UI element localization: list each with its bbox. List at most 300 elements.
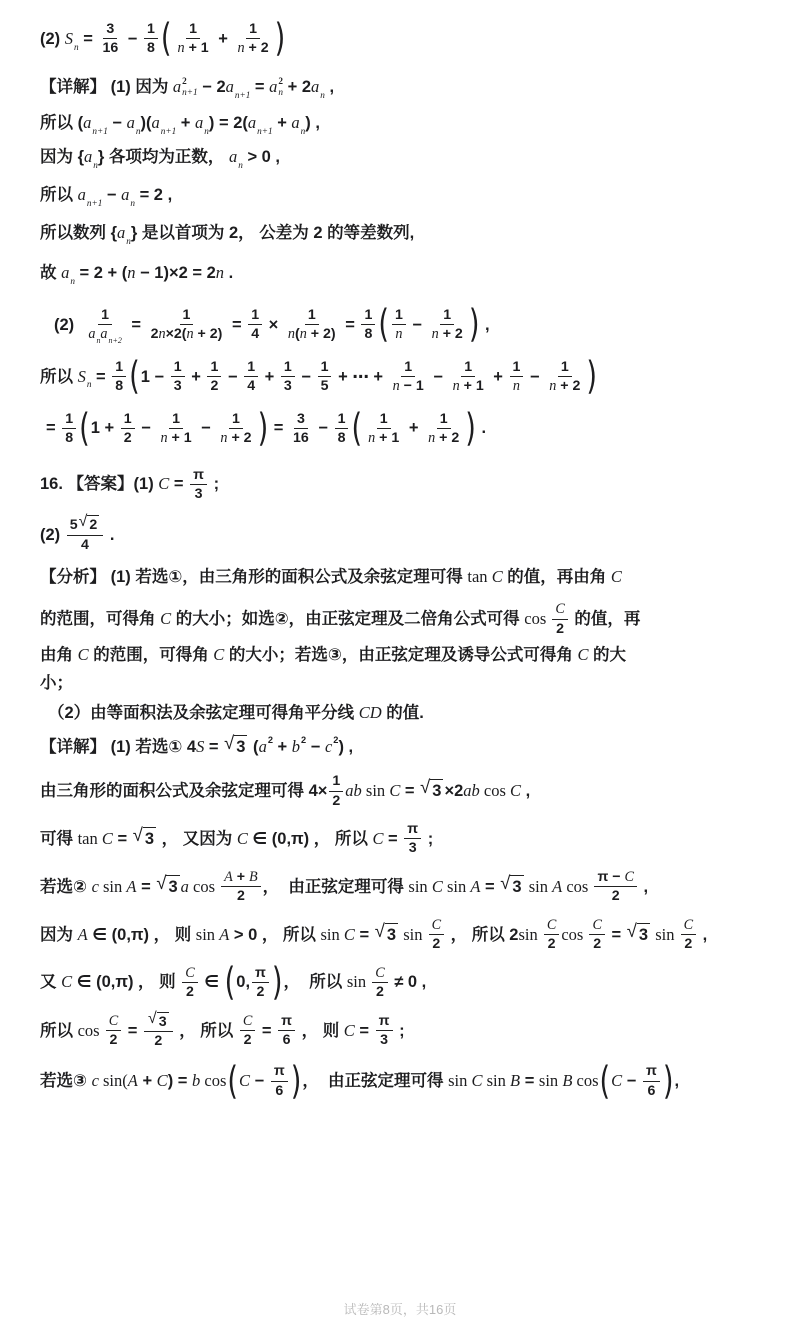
- fraction: [589, 916, 604, 954]
- math-variable: C: [510, 780, 522, 800]
- fraction: [404, 820, 421, 858]
- text: 2: [684, 936, 693, 953]
- math-variable: b: [192, 1071, 201, 1091]
- denominator: [157, 429, 194, 447]
- variable-with-scripts: [292, 736, 306, 758]
- text: ， 由正弦定理可得: [262, 877, 409, 896]
- fraction: [235, 20, 272, 58]
- math-variable: n: [237, 40, 245, 57]
- base: a: [100, 326, 108, 343]
- base: a: [151, 112, 160, 132]
- math-variable: A: [77, 924, 88, 944]
- math-function: sin: [651, 924, 679, 944]
- math-function: cos: [479, 780, 511, 800]
- denominator: [290, 429, 312, 447]
- text: −: [525, 367, 545, 386]
- text: 的范围，可得角: [88, 645, 214, 664]
- text: ,: [480, 315, 490, 334]
- text: =: [46, 419, 61, 438]
- base: a: [172, 76, 182, 96]
- line-sn-result-formula: [40, 17, 766, 61]
- text: =: [123, 1021, 142, 1040]
- numerator: [144, 20, 158, 39]
- subscript: n: [74, 41, 79, 52]
- text: 2: [611, 888, 620, 905]
- text: =: [354, 925, 374, 944]
- big-paren: (: [129, 354, 140, 399]
- math-variable: C: [160, 609, 172, 629]
- line-analysis-row3: [40, 642, 766, 668]
- base: c: [324, 736, 333, 756]
- subscript: n: [204, 125, 209, 136]
- math-variable: C: [61, 972, 73, 992]
- variable-with-scripts: [173, 76, 198, 98]
- denominator: [241, 1031, 255, 1049]
- big-paren: (: [351, 406, 363, 451]
- math-function: sin(: [98, 1071, 128, 1091]
- text: 的大: [588, 645, 627, 664]
- math-variable: c: [91, 1071, 99, 1091]
- fraction: [318, 358, 332, 396]
- big-paren: (: [227, 1059, 238, 1103]
- text: =: [204, 737, 224, 756]
- text: 若选②: [40, 877, 92, 896]
- numerator: [67, 515, 104, 535]
- text: ,: [674, 1072, 680, 1091]
- text: 1: [332, 773, 341, 790]
- text: ;: [423, 829, 434, 848]
- text: 1: [232, 410, 240, 427]
- numerator: [62, 410, 76, 429]
- numerator: [544, 916, 559, 935]
- math-variable: A: [126, 876, 137, 896]
- text: −: [306, 737, 325, 756]
- denominator: [365, 429, 402, 447]
- text: ∈ (0,π) ， 则: [87, 925, 196, 944]
- text: 因为 {: [40, 147, 85, 166]
- line-analysis-row1: [40, 564, 766, 590]
- text: +: [272, 737, 292, 756]
- text: ,: [698, 925, 708, 944]
- fraction: [67, 515, 104, 554]
- line-detail2-telescoping-sum: [40, 354, 766, 399]
- text: 0,: [236, 973, 251, 992]
- text: +: [137, 1072, 157, 1091]
- text: 3: [408, 840, 417, 857]
- math-variable: A: [552, 876, 563, 896]
- math-variable: C: [431, 876, 443, 896]
- denominator: [590, 935, 604, 953]
- line-detail16-halfangle-range: [40, 960, 766, 1005]
- text: ， 所以 2: [446, 925, 519, 944]
- math-variable: C: [375, 964, 385, 981]
- line-analysis-row4: [40, 670, 766, 696]
- line-detail2-simplified: [40, 406, 766, 451]
- text: 1: [364, 306, 373, 323]
- variable-with-scripts: [291, 112, 305, 134]
- text: 3: [386, 926, 397, 945]
- text: (2): [54, 315, 84, 334]
- math-function: sin: [408, 876, 432, 896]
- math-variable: C: [185, 964, 195, 981]
- text: 2: [186, 984, 194, 1001]
- subscript: n: [238, 159, 243, 170]
- text: 所以数列 {: [40, 223, 118, 242]
- denominator: [148, 325, 226, 343]
- subscript: n+1: [86, 197, 103, 208]
- numerator: [318, 358, 332, 377]
- text: 6: [275, 1082, 284, 1099]
- text: + 1: [375, 430, 400, 447]
- text: =: [126, 315, 146, 334]
- base: a: [228, 146, 238, 166]
- math-variable: C: [101, 828, 113, 848]
- text: 1: [464, 358, 473, 375]
- numerator: [252, 964, 269, 983]
- base: b: [291, 736, 301, 756]
- text: 2: [547, 936, 556, 953]
- denominator: [429, 935, 443, 953]
- base: a: [195, 112, 204, 132]
- math-variable: C: [555, 601, 565, 618]
- text: ∈ (0,π) ， 则: [72, 973, 181, 992]
- fraction: [643, 1062, 660, 1100]
- base: a: [117, 222, 126, 242]
- text: =: [480, 877, 500, 896]
- math-variable: A: [127, 1071, 138, 1091]
- subscript: n: [126, 235, 131, 246]
- fraction: [429, 306, 466, 344]
- text: =: [91, 367, 111, 386]
- math-variable: C: [610, 567, 622, 587]
- text: 3: [168, 878, 178, 897]
- scripts: [182, 76, 197, 97]
- fraction: [278, 1012, 295, 1050]
- math-variable: B: [248, 868, 258, 885]
- math-variable: n: [127, 262, 136, 282]
- math-variable: C: [683, 916, 694, 933]
- variable-with-scripts: [65, 28, 79, 50]
- text: 3: [283, 378, 292, 395]
- denominator: [254, 983, 268, 1001]
- text: π: [407, 821, 419, 837]
- text: )(: [140, 113, 152, 132]
- text: ∈: [199, 973, 224, 992]
- subscript: n: [135, 125, 141, 136]
- big-paren: ): [662, 1059, 674, 1103]
- math-function: sin: [524, 876, 553, 896]
- text: ,: [638, 877, 649, 896]
- math-function: sin: [538, 1071, 563, 1091]
- denominator: [78, 536, 92, 554]
- variable-with-scripts: [84, 146, 98, 168]
- math-variable: n: [368, 430, 376, 447]
- text: +: [260, 367, 279, 386]
- square-root: [420, 776, 443, 802]
- numerator: [207, 358, 221, 377]
- line-detail1-general-term: [40, 260, 766, 286]
- text: +: [213, 29, 233, 48]
- text: − 1)×2 = 2: [135, 263, 216, 282]
- math-variable: C: [239, 1071, 251, 1091]
- math-variable: CD: [358, 702, 382, 722]
- base: a: [225, 76, 234, 96]
- math-function: cos: [200, 1071, 227, 1091]
- solution-lines-container: [40, 17, 766, 1103]
- math-variable: C: [156, 1071, 168, 1091]
- math-variable: C: [242, 1013, 253, 1029]
- text: 2: [89, 517, 98, 534]
- math-variable: C: [77, 644, 89, 664]
- numerator: [248, 306, 262, 325]
- base: S: [77, 366, 86, 386]
- text: =: [78, 29, 98, 48]
- radicand: [157, 1012, 169, 1031]
- math-function: sin: [518, 924, 542, 944]
- text: 因为: [40, 925, 78, 944]
- numerator: [144, 1009, 173, 1032]
- numerator: [244, 358, 258, 377]
- line-detail16-option1: [40, 734, 766, 760]
- fraction: [376, 1012, 393, 1050]
- math-variable: C: [236, 828, 248, 848]
- text: − 2: [197, 77, 226, 96]
- text: −: [196, 419, 216, 438]
- denominator: [144, 39, 158, 57]
- text: ,: [521, 781, 531, 800]
- numerator: [180, 306, 194, 325]
- line-detail1-positive: [40, 144, 766, 170]
- big-paren: (: [79, 406, 90, 451]
- fraction: [144, 1009, 173, 1051]
- text: −: [622, 1072, 641, 1091]
- text: 16. 【答案】(1): [40, 475, 159, 494]
- base: a: [84, 146, 93, 166]
- fraction: [217, 410, 254, 448]
- text: 又: [40, 973, 62, 992]
- line-detail16-sinc-halfangle: [40, 916, 766, 954]
- math-variable: n: [186, 326, 194, 343]
- math-variable: n: [299, 326, 307, 343]
- text: 3: [512, 878, 522, 897]
- text: ) = 2(: [208, 113, 248, 132]
- text: 的大小；若选③，由正弦定理及诱导公式可得角: [224, 645, 578, 664]
- text: 1: [101, 306, 110, 323]
- text: 1: [247, 358, 256, 375]
- math-variable: n: [512, 378, 521, 395]
- fraction: [290, 410, 312, 448]
- math-variable: n: [428, 430, 436, 447]
- text: π: [281, 1013, 293, 1029]
- math-function: cos: [572, 1071, 599, 1091]
- numerator: [221, 868, 261, 887]
- subscript: n: [93, 159, 98, 170]
- denominator: [545, 935, 559, 953]
- base: a: [88, 326, 96, 343]
- text: π: [193, 466, 204, 483]
- numerator: [305, 306, 319, 325]
- math-variable: ab: [463, 780, 480, 800]
- denominator: [329, 792, 343, 810]
- numerator: [281, 358, 295, 377]
- text: + 1: [459, 378, 484, 395]
- denominator: [392, 325, 405, 343]
- line-analysis-row2: [40, 600, 766, 638]
- square-root: [626, 920, 650, 946]
- text: −: [107, 113, 127, 132]
- math-variable: S: [196, 736, 205, 756]
- text: ) ,: [305, 113, 320, 132]
- fraction: [157, 410, 194, 448]
- text: ， 又因为: [157, 829, 237, 848]
- text: 3: [158, 1013, 167, 1030]
- radicand: [430, 779, 443, 802]
- big-paren: ): [468, 302, 480, 347]
- text: 2: [332, 792, 341, 809]
- denominator: [546, 377, 583, 395]
- big-paren: ): [586, 354, 598, 399]
- math-function: cos: [524, 609, 551, 629]
- fraction: [544, 916, 559, 954]
- math-variable: C: [389, 780, 401, 800]
- text: 8: [115, 378, 124, 395]
- variable-with-scripts: [152, 112, 177, 134]
- radicand: [87, 515, 99, 534]
- text: (2): [40, 29, 65, 48]
- radicand: [166, 875, 179, 898]
- text: +: [404, 419, 424, 438]
- radical-sign: √: [148, 1009, 157, 1027]
- superscript: 2: [267, 734, 273, 745]
- subscript: n: [320, 89, 325, 100]
- math-function: sin: [399, 924, 427, 944]
- fraction: [594, 868, 637, 906]
- denominator: [99, 39, 121, 57]
- subscript: n: [70, 275, 75, 286]
- line-detail2-partial-fraction: [40, 302, 766, 347]
- math-function: cos: [562, 876, 593, 896]
- text: ×: [264, 315, 283, 334]
- text: + ⋯ +: [333, 367, 388, 386]
- big-paren: (: [224, 960, 236, 1005]
- text: =: [340, 315, 360, 334]
- text: ， 所以: [283, 973, 347, 992]
- superscript: 2: [278, 76, 284, 87]
- denominator: [217, 429, 254, 447]
- text: 6: [647, 1082, 656, 1099]
- page-footer-cutoff: 试卷第8页，共16页: [343, 1302, 457, 1317]
- text: 1: [320, 358, 329, 375]
- radicand: [637, 923, 650, 946]
- line-q16-answer-part1: [40, 466, 766, 504]
- variable-with-scripts: [226, 76, 251, 98]
- text: ∈ (0,π) ， 所以: [247, 829, 373, 848]
- math-function: cos: [188, 876, 220, 896]
- base: a: [126, 112, 135, 132]
- fraction: [681, 916, 696, 954]
- math-variable: n: [431, 326, 439, 343]
- text: 的值，再由角: [502, 568, 611, 587]
- denominator: [280, 1031, 294, 1049]
- base: a: [83, 112, 92, 132]
- math-function: cos: [561, 924, 588, 944]
- text: 【分析】 (1) 若选①，由三角形的面积公式及余弦定理可得: [40, 568, 468, 587]
- text: −: [250, 1072, 269, 1091]
- text: 1: [560, 358, 569, 375]
- text: 由三角形的面积公式及余弦定理可得 4×: [40, 781, 328, 800]
- line-q16-answer-part2: [40, 515, 766, 554]
- math-variable: C: [372, 828, 384, 848]
- text: 所以: [40, 185, 78, 204]
- text: 3: [236, 738, 246, 757]
- fraction: [144, 20, 158, 58]
- text: 1: [394, 306, 403, 323]
- numerator: [169, 410, 183, 429]
- numerator: [186, 20, 200, 39]
- variable-with-scripts: [83, 112, 108, 134]
- text: 1: [147, 21, 155, 37]
- line-detail16-option3: [40, 1059, 766, 1103]
- text: 故: [40, 263, 62, 282]
- variable-with-scripts: [61, 262, 75, 284]
- numerator: [429, 916, 444, 935]
- subscript: n: [300, 125, 306, 136]
- square-root: [79, 515, 100, 534]
- math-variable: B: [562, 1071, 573, 1091]
- text: (2): [40, 525, 65, 544]
- text: −: [407, 315, 427, 334]
- big-paren: (: [378, 302, 389, 347]
- math-function: sin: [98, 876, 127, 896]
- text: + 2: [283, 77, 312, 96]
- square-root: [132, 824, 156, 850]
- text: =: [227, 315, 247, 334]
- radical-sign: √: [224, 732, 235, 754]
- radical-sign: √: [132, 824, 143, 846]
- fraction: [248, 306, 262, 344]
- denominator: [335, 429, 349, 447]
- text: + 2: [435, 430, 460, 447]
- math-variable: C: [592, 916, 602, 933]
- big-paren: (: [160, 17, 172, 61]
- numerator: [440, 306, 454, 325]
- superscript: 2: [182, 76, 187, 87]
- fraction: [390, 358, 427, 396]
- denominator: [183, 983, 197, 1001]
- math-variable: n: [287, 326, 295, 343]
- text: + 2): [193, 326, 223, 343]
- numerator: [98, 306, 112, 325]
- math-variable: C: [577, 644, 589, 664]
- base: a: [269, 76, 278, 96]
- text: ) ,: [338, 737, 354, 756]
- text: > 0 ,: [242, 147, 281, 166]
- fraction: [171, 358, 185, 396]
- fraction: [425, 410, 462, 448]
- numerator: [361, 306, 375, 325]
- math-variable: B: [510, 1071, 521, 1091]
- text: 【详解】 (1) 因为: [40, 77, 173, 96]
- math-variable: A: [219, 924, 230, 944]
- text: + 2: [244, 40, 269, 57]
- line-detail16-tanc: [40, 820, 766, 858]
- denominator: [171, 377, 185, 395]
- numerator: [240, 1012, 255, 1031]
- text: 4: [251, 326, 260, 343]
- variable-with-scripts: [88, 325, 101, 346]
- fraction: [510, 358, 524, 396]
- text: π: [255, 964, 266, 981]
